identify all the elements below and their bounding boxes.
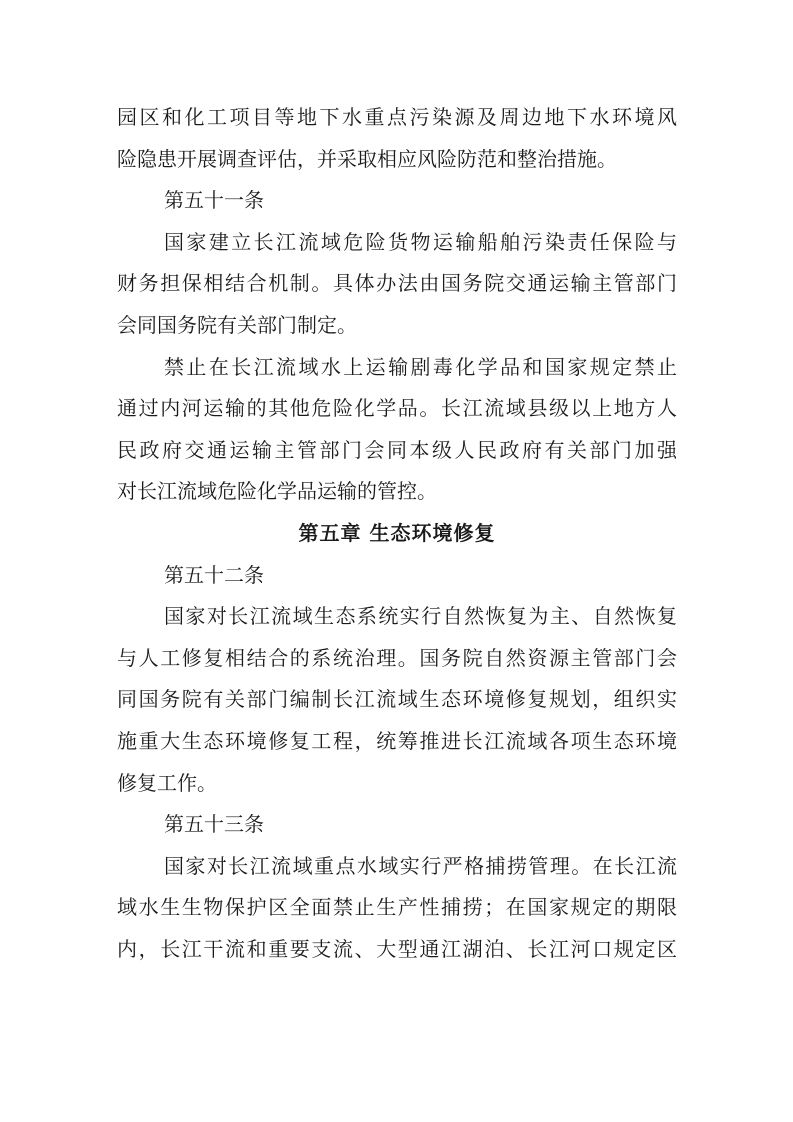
article-number: 第五十一条 (164, 188, 264, 213)
paragraph-line: 域水生生物保护区全面禁止生产性捕捞；在国家规定的期限 (117, 895, 677, 920)
document-page (117, 97, 677, 970)
paragraph-line: 会同国务院有关部门制定。 (117, 312, 357, 337)
paragraph-line: 民政府交通运输主管部门会同本级人民政府有关部门加强 (117, 437, 677, 462)
paragraph-line: 同国务院有关部门编制长江流域生态环境修复规划，组织实 (117, 687, 677, 712)
paragraph-line: 财务担保相结合机制。具体办法由国务院交通运输主管部门 (117, 271, 677, 296)
paragraph-line: 与人工修复相结合的系统治理。国务院自然资源主管部门会 (117, 645, 677, 670)
paragraph-line: 对长江流域危险化学品运输的管控。 (117, 479, 437, 504)
paragraph-line: 通过内河运输的其他危险化学品。长江流域县级以上地方人 (117, 396, 677, 421)
paragraph-line: 内，长江干流和重要支流、大型通江湖泊、长江河口规定区 (117, 936, 677, 961)
article-number: 第五十三条 (164, 812, 264, 837)
chapter-heading: 第五章 生态环境修复 (298, 520, 496, 545)
paragraph-line: 国家对长江流域重点水域实行严格捕捞管理。在长江流 (164, 853, 677, 878)
paragraph-line: 国家对长江流域生态系统实行自然恢复为主、自然恢复 (164, 604, 677, 629)
article-number: 第五十二条 (164, 562, 264, 587)
paragraph-line: 园区和化工项目等地下水重点污染源及周边地下水环境风 (117, 105, 677, 129)
paragraph-line: 国家建立长江流域危险货物运输船舶污染责任保险与 (164, 229, 677, 254)
paragraph-line: 修复工作。 (117, 770, 217, 795)
paragraph-line: 险隐患开展调查评估，并采取相应风险防范和整治措施。 (117, 146, 617, 171)
paragraph-line: 禁止在长江流域水上运输剧毒化学品和国家规定禁止 (164, 354, 677, 379)
paragraph-line: 施重大生态环境修复工程，统筹推进长江流域各项生态环境 (117, 728, 677, 753)
